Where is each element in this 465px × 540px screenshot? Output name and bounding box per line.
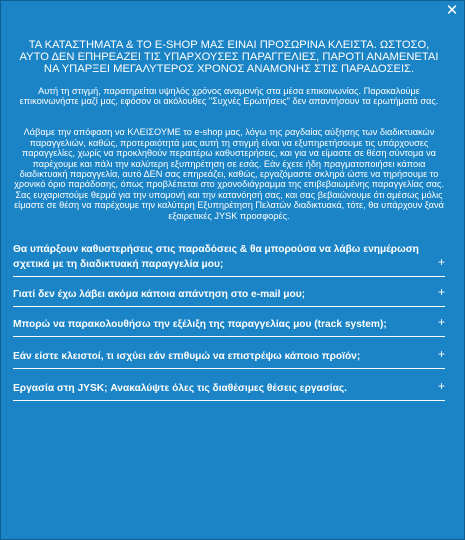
faq-item-track-order[interactable]	[13, 307, 445, 337]
faq-item-jobs[interactable]	[13, 369, 445, 401]
plus-icon[interactable]: +	[437, 379, 445, 394]
faq-question: Γιατί δεν έχω λάβει ακόμα κάποια απάντηση στο e-mail μου;	[13, 289, 306, 301]
close-icon[interactable]: ✕	[445, 2, 459, 19]
plus-icon[interactable]: +	[437, 255, 445, 270]
faq-question: Εργασία στη JYSK; Ανακαλύψτε όλες τις διαθέσιμες θέσεις εργασίας.	[13, 383, 348, 395]
faq-item-delivery-delays[interactable]	[13, 232, 445, 277]
faq-item-returns[interactable]	[13, 337, 445, 369]
plus-icon[interactable]: +	[437, 315, 445, 330]
faq-question: Θα υπάρξουν καθυστερήσεις στις παραδόσεις & θα μπορούσα να λάβω ενημέρωση σχετικά με τη διαδικτυακή παραγγελία μου;	[13, 244, 419, 271]
wait-time-paragraph: Αυτή τη στιγμή, παρατηρείται υψηλός χρόνος αναμονής στα μέσα επικοινωνίας. Παρακαλούμε επικοινωνήστε μαζί μας, εφόσον οι ακόλουθες "Συχνές Ερωτήσεις" δεν απαντήσουν τα ερωτήματά σας.	[19, 85, 439, 107]
plus-icon[interactable]: +	[437, 285, 445, 300]
eshop-closure-paragraph: Λάβαμε την απόφαση να ΚΛΕΙΣΟΥΜΕ το e-shop μας, λόγω της ραγδαίας αύξησης των διαδικτυακών παραγγελιών, καθώς, προτεραιότητά μας αυτή τη στιγμή είναι να εξυπηρετήσουμε τις υπάρχουσες παραγγελίες, χωρίς να προκληθούν περαιτέρω καθυστερήσεις, και για να είμαστε σε θέση σύντομα να παρέχουμε και πάλι την καλύτερη εξυπηρέτηση σε εσάς. Εάν έχετε ήδη πραγματοποιήσει κάποια διαδικτυακή παραγγελία, αυτό ΔΕΝ σας επηρεάζει, καθώς, εργαζόμαστε σκληρά ώστε να τηρήσουμε το χρονικό όριο παράδοσης, όπως προβλέπεται στο χρονοδιάγραμμα της επιβεβαιωμένης παραγγελίας σας. Σας ευχαριστούμε θερμά για την υπομονή και την κατανόησή σας, και σας βεβαιώνουμε ότι αμέσως μόλις είμαστε σε θέση να παρέχουμε την καλύτερη Εξυπηρέτηση Πελατών διαδικτυακά, τότε, θα υπάρχουν ξανά εξαιρετικές JYSK προσφορές.	[14, 127, 444, 221]
faq-question: Εάν είστε κλειστοί, τι ισχύει εάν επιθυμώ να επιστρέψω κάποιο προϊόν;	[13, 351, 361, 363]
closure-headline: ΤΑ ΚΑΤΑΣΤΗΜΑΤΑ & ΤΟ E-SHOP ΜΑΣ ΕΙΝΑΙ ΠΡΟΣΩΡΙΝΑ ΚΛΕΙΣΤΑ. ΩΣΤΟΣΟ, ΑΥΤΟ ΔΕΝ ΕΠΗΡΕΑΖΕΙ ΤΙΣ ΥΠΑΡΧΟΥΣΕΣ ΠΑΡΑΓΓΕΛΙΕΣ, ΠΑΡΟΤΙ ΑΝΑΜΕΝΕΤΑΙ ΝΑ ΥΠΑΡΞΕΙ ΜΕΓΑΛΥΤΕΡΟΣ ΧΡΟΝΟΣ ΑΝΑΜΟΝΗΣ ΣΤΙΣ ΠΑΡΑΔΟΣΕΙΣ.	[19, 39, 439, 76]
faq-list	[13, 232, 445, 401]
faq-item-email-reply[interactable]	[13, 277, 445, 307]
modal-content	[13, 39, 445, 401]
faq-question: Μπορώ να παρακολουθήσω την εξέλιξη της παραγγελίας μου (track system);	[13, 319, 387, 331]
plus-icon[interactable]: +	[437, 347, 445, 362]
